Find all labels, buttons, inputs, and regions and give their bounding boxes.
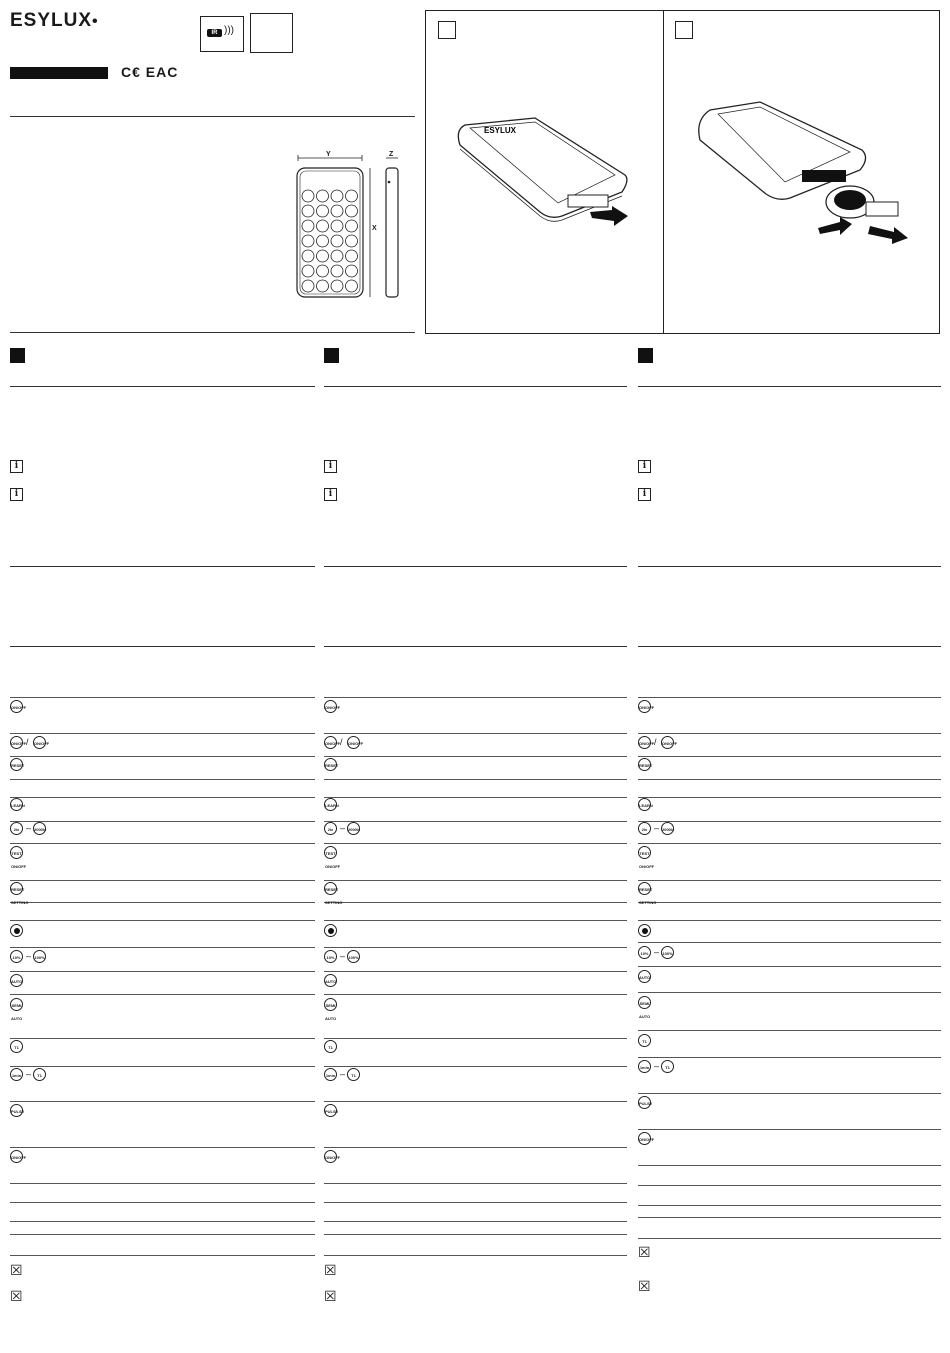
dimension-drawing <box>290 148 410 303</box>
row-divider <box>324 1101 627 1102</box>
row-divider <box>10 994 315 995</box>
row-divider <box>324 1255 627 1256</box>
remote-button-outline <box>302 205 314 217</box>
remote-button-outline <box>317 265 329 277</box>
remote-button-icon: LEARN <box>10 798 23 811</box>
remote-button-icon: 100% <box>661 946 674 959</box>
row-divider <box>638 733 941 734</box>
divider <box>324 386 627 387</box>
row-divider <box>638 880 941 881</box>
battery-disposal-icon: ☒ <box>10 1262 23 1278</box>
section-header-marker <box>10 348 25 363</box>
row-divider <box>638 992 941 993</box>
row-divider <box>638 843 941 844</box>
remote-button-icon: 10% <box>10 950 23 963</box>
remote-button-icon: RESET <box>10 758 23 771</box>
remote-button-icon: 100% <box>347 950 360 963</box>
divider <box>324 566 627 567</box>
row-divider <box>324 1234 627 1235</box>
remote-button-outline <box>302 235 314 247</box>
redacted-bar <box>10 67 108 79</box>
remote-button-icon: T1 <box>33 1068 46 1081</box>
remote-button-icon: ON/OFF <box>33 736 46 749</box>
row-divider <box>324 797 627 798</box>
row-divider <box>324 1147 627 1148</box>
device-disposal-icon: ☒ <box>638 1278 651 1294</box>
remote-button-icon: T1 <box>324 1040 337 1053</box>
certification-marks: C€ EAC <box>121 64 179 80</box>
remote-button-icon <box>10 924 23 937</box>
remote-button-icon: 2lx <box>10 822 23 835</box>
remote-button-icon: T1 <box>347 1068 360 1081</box>
remote-button-outline <box>346 220 358 232</box>
remote-button-icon <box>638 924 651 937</box>
icon-joiner: – <box>26 951 32 961</box>
remote-button-outline <box>317 250 329 262</box>
row-divider <box>10 843 315 844</box>
remote-button-outline <box>346 250 358 262</box>
remote-button-icon: RESET SETTING <box>324 882 337 895</box>
height-label: X <box>372 225 377 232</box>
brand-logo: ESYLUX• <box>10 10 99 31</box>
icon-joiner: / <box>654 737 657 747</box>
blank-badge <box>250 13 293 53</box>
remote-button-icon: T1 <box>638 1034 651 1047</box>
remote-button-outline <box>317 280 329 292</box>
icon-joiner: – <box>340 823 346 833</box>
row-divider <box>638 697 941 698</box>
row-divider <box>638 756 941 757</box>
remote-button-icon: ON/OFF <box>324 736 337 749</box>
icon-joiner: / <box>340 737 343 747</box>
remote-button-icon: LEARN <box>324 798 337 811</box>
remote-button-outline <box>331 235 343 247</box>
remote-button-outline <box>331 265 343 277</box>
remote-button-icon: RESET <box>638 758 651 771</box>
remote-button-icon: ON/OFF <box>10 736 23 749</box>
battery-disposal-icon: ☒ <box>324 1262 337 1278</box>
info-icon: i <box>638 488 651 501</box>
remote-button-outline <box>331 205 343 217</box>
row-divider <box>638 942 941 943</box>
row-divider <box>638 1238 941 1239</box>
divider <box>638 646 941 647</box>
remote-button-outline <box>346 235 358 247</box>
figure-2-number <box>675 21 693 39</box>
section-header-marker <box>638 348 653 363</box>
remote-button-icon: TEST ON/OFF <box>10 846 23 859</box>
icon-joiner: – <box>654 947 660 957</box>
remote-button-icon: PULSE <box>638 1096 651 1109</box>
icon-joiner: – <box>654 823 660 833</box>
icon-joiner: – <box>26 1069 32 1079</box>
divider <box>10 386 315 387</box>
row-divider <box>638 902 941 903</box>
row-divider <box>10 797 315 798</box>
icon-joiner: – <box>340 1069 346 1079</box>
row-divider <box>10 902 315 903</box>
row-divider <box>324 821 627 822</box>
ir-icon: IR <box>207 29 222 37</box>
remote-button-icon: ON/OFF <box>638 700 651 713</box>
ir-waves-icon: ))) <box>224 25 234 36</box>
remote-button-icon: 2lx <box>324 822 337 835</box>
battery-replace-illustration <box>690 90 930 250</box>
remote-button-outline <box>302 280 314 292</box>
remote-button-icon: SEMI AUTO <box>324 998 337 1011</box>
remote-button-outline <box>331 190 343 202</box>
divider <box>10 646 315 647</box>
row-divider <box>10 920 315 921</box>
remote-button-outline <box>331 280 343 292</box>
row-divider <box>324 947 627 948</box>
row-divider <box>10 947 315 948</box>
remote-button-icon: TEST ON/OFF <box>324 846 337 859</box>
row-divider <box>324 756 627 757</box>
row-divider <box>324 1038 627 1039</box>
row-divider <box>638 1205 941 1206</box>
row-divider <box>638 920 941 921</box>
section-header-marker <box>324 348 339 363</box>
row-divider <box>638 1057 941 1058</box>
remote-button-icon: 2000lx <box>661 822 674 835</box>
info-icon: i <box>10 488 23 501</box>
remote-button-icon: ON/OFF <box>638 736 651 749</box>
remote-button-outline <box>302 190 314 202</box>
row-divider <box>638 1129 941 1130</box>
icon-joiner: / <box>26 737 29 747</box>
remote-button-icon: ON/OFF <box>661 736 674 749</box>
remote-button-icon: PULSE <box>324 1104 337 1117</box>
divider <box>10 332 415 333</box>
remote-button-outline <box>302 265 314 277</box>
row-divider <box>638 966 941 967</box>
row-divider <box>324 779 627 780</box>
remote-button-outline <box>317 220 329 232</box>
row-divider <box>638 1165 941 1166</box>
row-divider <box>10 756 315 757</box>
row-divider <box>10 1202 315 1203</box>
row-divider <box>324 843 627 844</box>
icon-joiner: – <box>26 823 32 833</box>
remote-button-icon: ON/OFF <box>347 736 360 749</box>
figure-1-number <box>438 21 456 39</box>
remote-button-icon: SEMI AUTO <box>10 998 23 1011</box>
row-divider <box>638 821 941 822</box>
row-divider <box>324 994 627 995</box>
row-divider <box>324 971 627 972</box>
remote-button-outline <box>317 205 329 217</box>
remote-button-outline <box>302 250 314 262</box>
row-divider <box>10 971 315 972</box>
remote-button-outline <box>302 220 314 232</box>
remote-button-outline <box>317 190 329 202</box>
row-divider <box>10 1221 315 1222</box>
row-divider <box>10 1234 315 1235</box>
row-divider <box>10 1183 315 1184</box>
battery-disposal-icon: ☒ <box>638 1244 651 1260</box>
remote-button-icon: RESET SETTING <box>638 882 651 895</box>
row-divider <box>638 779 941 780</box>
remote-button-icon: T1 <box>661 1060 674 1073</box>
device-disposal-icon: ☒ <box>324 1288 337 1304</box>
remote-button-icon: AUTO <box>10 974 23 987</box>
width-label: Y <box>326 151 331 158</box>
remote-button-outline <box>346 205 358 217</box>
row-divider <box>324 697 627 698</box>
remote-button-outline <box>317 235 329 247</box>
row-divider <box>638 1185 941 1186</box>
remote-brand-text: ESYLUX <box>484 126 517 135</box>
remote-button-icon: ON/OFF <box>10 1150 23 1163</box>
remote-button-icon: 2000lx <box>347 822 360 835</box>
remote-button-icon <box>324 924 337 937</box>
remote-button-icon: LEARN <box>638 798 651 811</box>
ir-badge <box>200 16 244 52</box>
row-divider <box>324 1202 627 1203</box>
row-divider <box>324 920 627 921</box>
remote-button-icon: AUTO <box>638 970 651 983</box>
remote-button-icon: 1min <box>324 1068 337 1081</box>
remote-button-icon: 1min <box>10 1068 23 1081</box>
remote-button-icon: PULSE <box>10 1104 23 1117</box>
row-divider <box>638 1030 941 1031</box>
info-icon: i <box>10 460 23 473</box>
row-divider <box>638 1217 941 1218</box>
remote-button-icon: RESET <box>324 758 337 771</box>
remote-button-icon: 2000lx <box>33 822 46 835</box>
row-divider <box>324 902 627 903</box>
row-divider <box>324 1066 627 1067</box>
remote-button-outline <box>346 280 358 292</box>
remote-button-icon: ON/OFF <box>324 1150 337 1163</box>
remote-button-outline <box>346 190 358 202</box>
remote-button-icon: ON/OFF <box>324 700 337 713</box>
info-icon: i <box>324 460 337 473</box>
row-divider <box>10 880 315 881</box>
row-divider <box>10 1038 315 1039</box>
remote-button-icon: ON/OFF <box>10 700 23 713</box>
row-divider <box>10 821 315 822</box>
divider <box>638 386 941 387</box>
divider <box>324 646 627 647</box>
divider <box>10 566 315 567</box>
row-divider <box>10 1066 315 1067</box>
depth-label: Z <box>389 151 394 158</box>
row-divider <box>638 1093 941 1094</box>
remote-battery-pull-illustration <box>440 100 640 230</box>
remote-button-icon: TEST ON/OFF <box>638 846 651 859</box>
info-icon: i <box>324 488 337 501</box>
remote-button-icon: SEMI AUTO <box>638 996 651 1009</box>
row-divider <box>10 1147 315 1148</box>
icon-joiner: – <box>654 1061 660 1071</box>
remote-button-outline <box>331 250 343 262</box>
row-divider <box>10 733 315 734</box>
row-divider <box>10 779 315 780</box>
remote-button-icon: AUTO <box>324 974 337 987</box>
row-divider <box>324 1183 627 1184</box>
remote-button-outline <box>346 265 358 277</box>
remote-button-outline <box>331 220 343 232</box>
info-icon: i <box>638 460 651 473</box>
divider <box>638 566 941 567</box>
icon-joiner: – <box>340 951 346 961</box>
row-divider <box>324 733 627 734</box>
remote-button-icon: 100% <box>33 950 46 963</box>
remote-button-icon: 1min <box>638 1060 651 1073</box>
row-divider <box>324 1221 627 1222</box>
remote-button-icon: 10% <box>638 946 651 959</box>
row-divider <box>10 1101 315 1102</box>
remote-button-icon: T1 <box>10 1040 23 1053</box>
divider <box>10 116 415 117</box>
remote-button-icon: RESET SETTING <box>10 882 23 895</box>
row-divider <box>10 697 315 698</box>
remote-button-icon: 2lx <box>638 822 651 835</box>
row-divider <box>324 880 627 881</box>
row-divider <box>638 797 941 798</box>
device-disposal-icon: ☒ <box>10 1288 23 1304</box>
remote-button-icon: 10% <box>324 950 337 963</box>
remote-button-icon: ON/OFF <box>638 1132 651 1145</box>
row-divider <box>10 1255 315 1256</box>
